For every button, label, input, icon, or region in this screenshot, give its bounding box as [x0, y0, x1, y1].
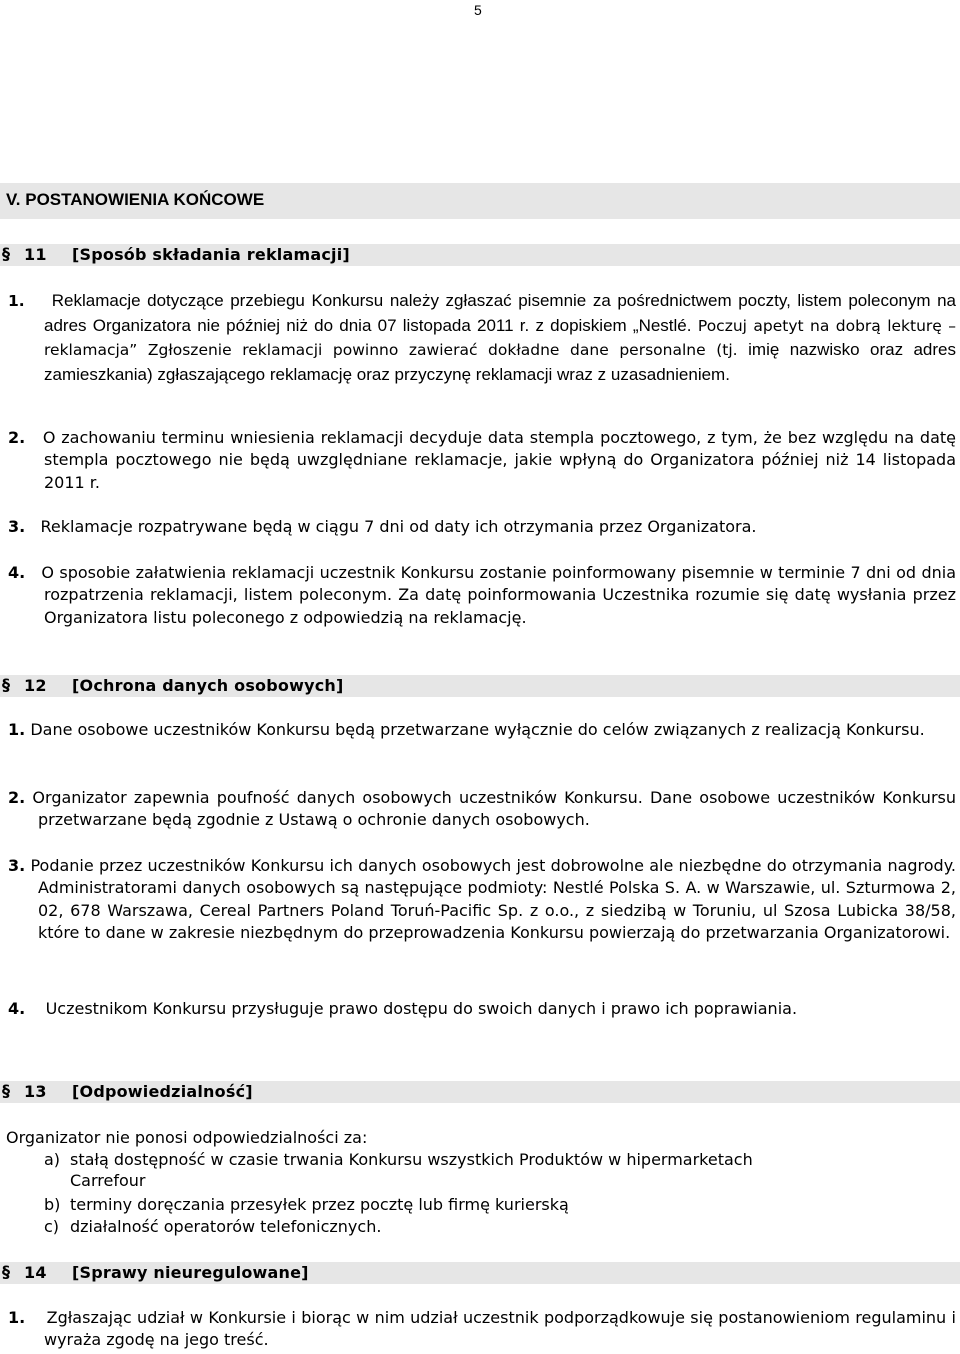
paragraph-text-b: Poczuj apetyt na dobrą lekturę – reklamacja” Zgłoszenie reklamacji powinno zawierać dokładne dane personalne (tj. [44, 316, 956, 359]
s13-intro: Organizator nie ponosi odpowiedzialności za: [6, 1128, 368, 1147]
page-number: 5 [474, 2, 482, 18]
paragraph-text: Zgłaszając udział w Konkursie i biorąc w nim udział uczestnik podporządkowuje się postanowieniom regulaminu i wyraża zgodę na jego treść. [44, 1308, 957, 1350]
paragraph-number: 1. [8, 292, 25, 310]
section-sign-icon: § [2, 675, 10, 694]
section-sign-icon: § [2, 1262, 10, 1281]
list-label: a) [44, 1150, 61, 1169]
section-number: 13 [24, 1082, 47, 1101]
s12-paragraph-2 [8, 787, 956, 832]
section-title: [Sposób składania reklamacji] [72, 245, 350, 264]
list-item [44, 1216, 904, 1238]
section-number: 11 [24, 245, 47, 264]
list-item [44, 1149, 904, 1171]
paragraph-number: 2. [8, 788, 26, 807]
section-13-heading [0, 1081, 960, 1103]
section-number: 14 [24, 1263, 47, 1282]
paragraph-number: 1. [8, 1308, 26, 1327]
chapter-title: V. POSTANOWIENIA KOŃCOWE [6, 190, 265, 209]
list-text: terminy doręczania przesyłek przez pocztę lub firmę kurierską [70, 1195, 569, 1214]
paragraph-text: O zachowaniu terminu wniesienia reklamacji decyduje data stempla pocztowego, z tym, że bez względu na datę stempla pocztowego nie będą uwzględniane reklamacje, jakie wpłyną do Organizatora później niż 14 listopada 2011 r. [42, 428, 956, 492]
section-sign-icon: § [2, 1081, 10, 1100]
list-label: b) [44, 1195, 61, 1214]
s12-paragraph-3 [8, 855, 956, 945]
section-title: [Sprawy nieuregulowane] [72, 1263, 309, 1282]
paragraph-text: Podanie przez uczestników Konkursu ich danych osobowych jest dobrowolne ale niezbędne do otrzymania nagrody. Administratorami danych osobowych są następujące podmioty: Nestlé Polska S. A. w Warszawie, ul. Szturmowa 2, 02, 678 Warszawa, Cereal Partners Poland Toruń-Pacific Sp. z o.o., z siedzibą w Toruniu, ul Szosa Lubicka 38/58, które to dane w zakresie niezbędnym do przeprowadzenia Konkursu powierzają do przetwarzania Organizatorowi. [30, 856, 956, 943]
section-number: 12 [24, 676, 47, 695]
s11-paragraph-2 [8, 427, 956, 494]
list-item-continuation: Carrefour [70, 1171, 146, 1190]
paragraph-text-c: imię nazwisko oraz adres zamieszkania) zgłaszającego reklamację oraz przyczynę reklamacji wraz z uzasadnieniem. [44, 340, 956, 384]
chapter-heading [0, 183, 960, 219]
list-label: c) [44, 1217, 60, 1236]
list-text: działalność operatorów telefonicznych. [70, 1217, 382, 1236]
section-14-heading [0, 1262, 960, 1284]
paragraph-number: 3. [8, 517, 26, 536]
list-item [44, 1194, 904, 1216]
s14-paragraph-1 [8, 1307, 956, 1352]
paragraph-number: 4. [8, 999, 26, 1018]
s11-paragraph-3 [8, 516, 956, 538]
s12-paragraph-1 [8, 719, 956, 741]
paragraph-number: 1. [8, 720, 26, 739]
paragraph-number: 4. [8, 563, 26, 582]
paragraph-text: Reklamacje rozpatrywane będą w ciągu 7 dni od daty ich otrzymania przez Organizatora. [40, 517, 757, 536]
paragraph-text: Dane osobowe uczestników Konkursu będą przetwarzane wyłącznie do celów związanych z realizacją Konkursu. [30, 720, 925, 739]
paragraph-text-a: Reklamacje dotyczące przebiegu Konkursu należy zgłaszać pisemnie za pośrednictwem poczty, listem poleconym na adres Organizatora nie później niż do dnia 07 listopada 2011 r. z dopiskiem „Nestlé. [44, 291, 956, 335]
section-title: [Ochrona danych osobowych] [72, 676, 344, 695]
paragraph-text: Uczestnikom Konkursu przysługuje prawo dostępu do swoich danych i prawo ich poprawiania. [45, 999, 798, 1018]
section-11-heading [0, 244, 960, 266]
section-12-heading [0, 675, 960, 697]
paragraph-number: 2. [8, 428, 26, 447]
s12-paragraph-4 [8, 998, 956, 1020]
paragraph-text: O sposobie załatwienia reklamacji uczestnik Konkursu zostanie poinformowany pisemnie w terminie 7 dni od dnia rozpatrzenia reklamacji, listem poleconym. Za datę poinformowania Uczestnika rozumie się datę wysłania przez Organizatora listu poleconego z odpowiedzią na reklamację. [41, 563, 956, 627]
s11-paragraph-4 [8, 562, 956, 629]
paragraph-text: Organizator zapewnia poufność danych osobowych uczestników Konkursu. Dane osobowe uczestników Konkursu przetwarzane będą zgodnie z Ustawą o ochronie danych osobowych. [32, 788, 956, 830]
s11-paragraph-1 [8, 289, 956, 387]
list-text: stałą dostępność w czasie trwania Konkursu wszystkich Produktów w hipermarketach [70, 1150, 753, 1169]
paragraph-number: 3. [8, 856, 26, 875]
section-title: [Odpowiedzialność] [72, 1082, 253, 1101]
section-sign-icon: § [2, 244, 10, 263]
